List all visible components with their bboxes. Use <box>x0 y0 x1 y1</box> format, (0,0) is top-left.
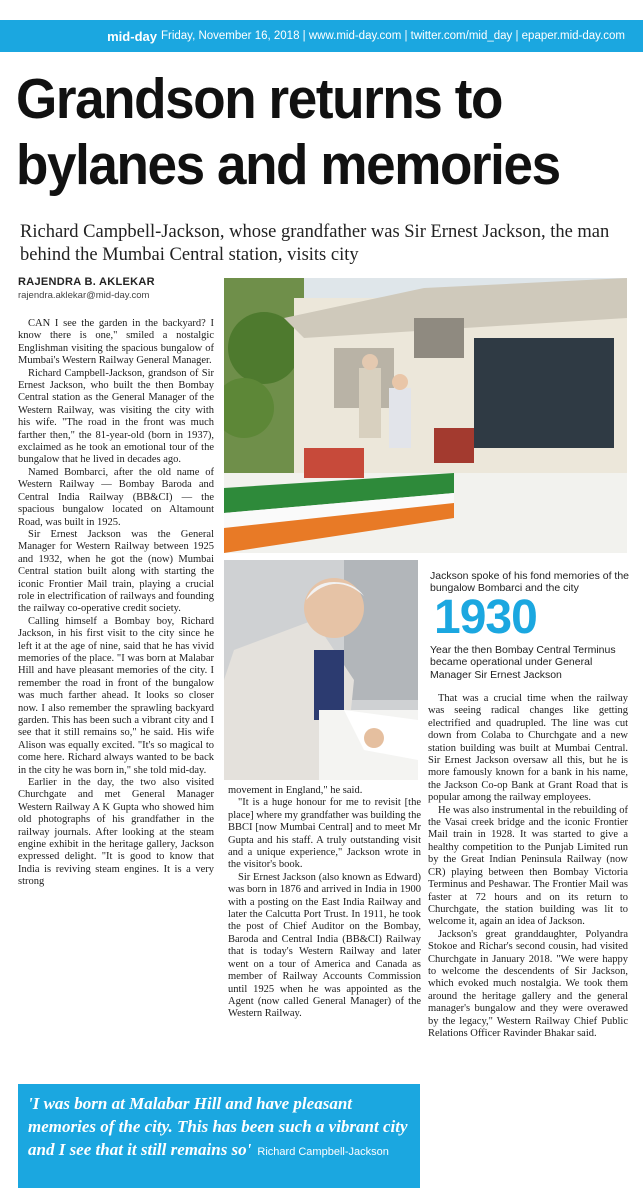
paragraph: Jackson's great granddaughter, Polyandra Stokoe and Richar's second cousin, had visited Churchgate in January 2018. "We were happy to welcome the descendents of Sir Jackson, which evoked much nostalgia. We took them around the heritage gallery and the general manager's bungalow and they were overawed by the legacy," Western Railway Chief Public Relations Officer Ravinder Bhakar said. <box>428 928 628 1039</box>
pull-quote <box>28 1092 414 1164</box>
paragraph: "It is a huge honour for me to revisit [the place] where my grandfather was building the BBCI [now Mumbai Central] and to meet Mr Gupta and his staff. A truly outstanding visit and a unique experience," Jackson wrote in the visitor's book. <box>228 797 422 871</box>
year-highlight: 1930 <box>434 591 537 644</box>
masthead-bar <box>0 20 643 52</box>
photo-caption: Jackson spoke of his fond memories of the bungalow Bombarci and the city <box>430 570 630 595</box>
year-note: Year the then Bombay Central Terminus became operational under General Manager Sir Ernest Jackson <box>430 644 616 681</box>
byline: RAJENDRA B. AKLEKAR <box>18 276 155 288</box>
signing-photo <box>224 560 418 780</box>
headline-line-1: Grandson returns to <box>16 67 502 131</box>
paragraph: Richard Campbell-Jackson, grandson of Sir Ernest Jackson, who built the then Bombay Central station as the General Manager of the Western Railway, was visiting the city with his wife. "The road in the front was much farther then," the 81-year-old (born in 1937), exclaimed as he took an emotional tour of the bungalow that he lived in decades ago. <box>18 367 214 466</box>
masthead-info: Friday, November 16, 2018 | www.mid-day.com | twitter.com/mid_day | epaper.mid-day.com <box>160 30 625 42</box>
paragraph: movement in England," he said. <box>228 785 363 796</box>
pull-quote-text: 'I was born at Malabar Hill and have pleasant memories of the city. This has been such a vibrant city and I see that it still remains so' <box>28 1094 408 1159</box>
paragraph: CAN I see the garden in the backyard? I know there is one," smiled a nostalgic Englishman visiting the spacious bungalow of Mumbai's Western Railway General Manager. <box>18 318 214 367</box>
paragraph: Sir Ernest Jackson was the General Manager for Western Railway between 1925 and 1932, when he got the (now) Mumbai Central station built along with starting the iconic Frontier Mail train, playing a crucial role in electrification of railways and founding the railway co-operative credit society. <box>18 528 214 615</box>
article-column-1 <box>18 318 214 889</box>
pull-quote-attribution: Richard Campbell-Jackson <box>257 1146 389 1158</box>
deck: Richard Campbell-Jackson, whose grandfather was Sir Ernest Jackson, the man behind the Mumbai Central station, visits city <box>20 222 610 265</box>
paragraph: Named Bombarci, after the old name of Western Railway — Bombay Baroda and Central India Railway (BB&CI) — the spacious bungalow located on Altamount Road, was built in 1925. <box>18 466 214 528</box>
author-email: rajendra.aklekar@mid-day.com <box>18 290 150 301</box>
paragraph: Calling himself a Bombay boy, Richard Jackson, in his first visit to the city since he left it at the age of nine, said that he has vivid memories of the place. "I was born at Malabar Hill and have pleasant memories of the city. I remember the road in front of the bungalow was much farther ahead. It looks so closer now. I also remember the sprawling backyard garden. This has been such a vibrant city and I see that it still remains so," he said. His wife Alison was equally excited. "It's so magical to come here. Richard always wanted to be back in the city he was born in," she told mid-day. <box>18 615 214 776</box>
headline-line-2: bylanes and memories <box>16 133 560 197</box>
headline <box>16 66 593 198</box>
masthead-brand: mid-day <box>107 28 157 44</box>
article-column-2 <box>228 785 421 1021</box>
paragraph: That was a crucial time when the railway was seeing radical changes like getting electrified and quadrupled. The line was cut down from Colaba to Churchgate and a new station building was built at Mumbai Central. Sir Ernest Jackson oversaw all this, but he is more famously known for a bank in his name, the Jackson Co-op Bank at Grant Road that is popular among the railway employees. <box>428 693 628 804</box>
paragraph: Earlier in the day, the two also visited Churchgate and met General Manager Western Railway A K Gupta who showed him old photographs of his grandfather in the railway journals. After looking at the steam engine exhibit in the heritage gallery, Jackson expressed delight. "It is good to know that India is reviving steam engines. It is a very strong <box>18 777 214 888</box>
bungalow-photo <box>224 278 627 553</box>
paragraph: He was also instrumental in the rebuilding of the Vasai creek bridge and the iconic Frontier Mail train in 1928. It was started to give a healthy competition to the Punjab Limited run by the Great Indian Peninsula Railway (now CR) playing between then Bombay Victoria Terminus and Peshawar. The Frontier Mail was faster at 72 hours and on its return to Churchgate, the station building was lit to welcome it, again an idea of Jackson. <box>428 804 628 928</box>
article-column-3 <box>428 693 628 1040</box>
paragraph: Sir Ernest Jackson (also known as Edward) was born in 1876 and arrived in India in 1900 with a posting on the East India Railway and later the Calcutta Port Trust. In 1911, he took the post of Chief Auditor on the Bombay, Baroda and Central India (BB&CI) Railway that is today's Western Railway and later went on a tour of America and Canada as member of Railway Accounts Commission until 1925 when he was appointed as the Agent (now called General Manager) of the Western Railway. <box>228 871 421 1020</box>
pull-quote-box <box>18 1084 420 1188</box>
